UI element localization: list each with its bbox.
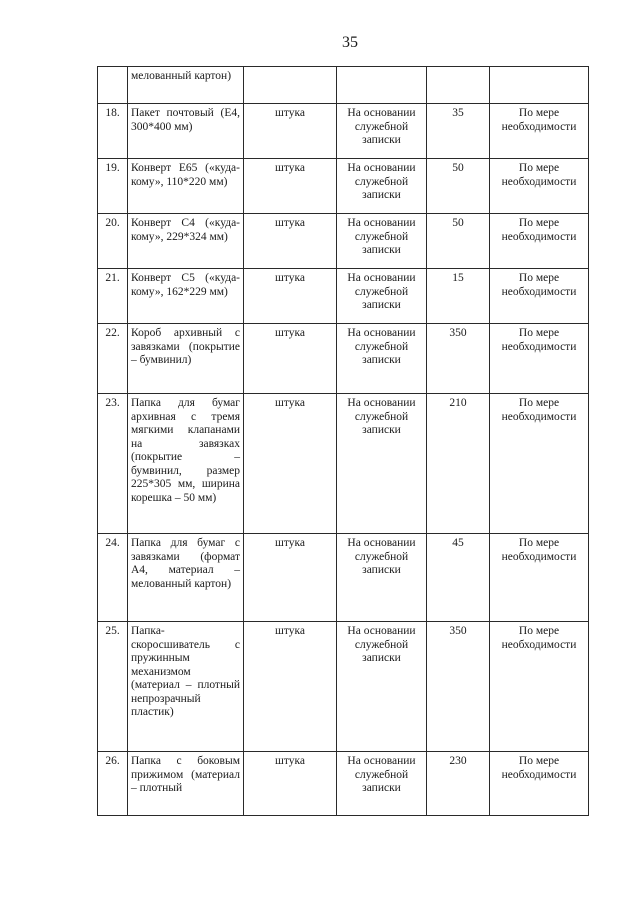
item-period: [490, 67, 589, 104]
table-row: [98, 104, 589, 159]
table-row: [98, 324, 589, 394]
table-row: [98, 394, 589, 534]
item-name: мелованный картон): [128, 67, 244, 104]
item-name: Папка для бумаг архивная с тремя мягкими клапанами на завязках (покрытие – бумвинил, размер 225*305 мм, ширина корешка – 50 мм): [128, 394, 244, 534]
row-number: 19.: [98, 159, 128, 214]
item-basis: На основании служебной записки: [337, 394, 427, 534]
row-number: 25.: [98, 622, 128, 752]
item-basis: На основании служебной записки: [337, 622, 427, 752]
table-row: [98, 67, 589, 104]
item-quantity: 15: [427, 269, 490, 324]
item-period: По мере необходимости: [490, 394, 589, 534]
item-unit: штука: [244, 394, 337, 534]
item-basis: На основании служебной записки: [337, 269, 427, 324]
item-unit: штука: [244, 622, 337, 752]
item-quantity: [427, 67, 490, 104]
item-name: Конверт С4 («куда-кому», 229*324 мм): [128, 214, 244, 269]
row-number: 24.: [98, 534, 128, 622]
item-unit: штука: [244, 104, 337, 159]
row-number: 21.: [98, 269, 128, 324]
page-number: 35: [342, 34, 358, 51]
item-basis: На основании служебной записки: [337, 214, 427, 269]
item-period: По мере необходимости: [490, 159, 589, 214]
item-basis: На основании служебной записки: [337, 534, 427, 622]
row-number: 22.: [98, 324, 128, 394]
item-period: По мере необходимости: [490, 324, 589, 394]
item-unit: штука: [244, 214, 337, 269]
table-row: [98, 752, 589, 816]
item-unit: штука: [244, 159, 337, 214]
item-unit: штука: [244, 269, 337, 324]
item-period: По мере необходимости: [490, 534, 589, 622]
row-number: 20.: [98, 214, 128, 269]
item-name: Конверт Е65 («куда-кому», 110*220 мм): [128, 159, 244, 214]
item-name: Папка-скоросшиватель с пружинным механизмом (материал – плотный непрозрачный пластик): [128, 622, 244, 752]
item-name: Папка с боковым прижимом (материал – плотный: [128, 752, 244, 816]
item-basis: На основании служебной записки: [337, 752, 427, 816]
supplies-table: [97, 66, 589, 816]
item-quantity: 45: [427, 534, 490, 622]
item-basis: [337, 67, 427, 104]
table-row: [98, 534, 589, 622]
item-name: Короб архивный с завязками (покрытие – бумвинил): [128, 324, 244, 394]
item-unit: штука: [244, 324, 337, 394]
item-unit: [244, 67, 337, 104]
item-period: По мере необходимости: [490, 269, 589, 324]
item-quantity: 50: [427, 214, 490, 269]
table-row: [98, 269, 589, 324]
item-quantity: 35: [427, 104, 490, 159]
item-name: Папка для бумаг с завязками (формат А4, материал – мелованный картон): [128, 534, 244, 622]
table-row: [98, 159, 589, 214]
row-number: 23.: [98, 394, 128, 534]
item-quantity: 50: [427, 159, 490, 214]
item-quantity: 350: [427, 324, 490, 394]
item-unit: штука: [244, 752, 337, 816]
row-number: [98, 67, 128, 104]
item-name: Пакет почтовый (Е4, 300*400 мм): [128, 104, 244, 159]
row-number: 18.: [98, 104, 128, 159]
row-number: 26.: [98, 752, 128, 816]
item-unit: штука: [244, 534, 337, 622]
item-period: По мере необходимости: [490, 104, 589, 159]
item-quantity: 230: [427, 752, 490, 816]
item-quantity: 350: [427, 622, 490, 752]
item-basis: На основании служебной записки: [337, 104, 427, 159]
table-row: [98, 214, 589, 269]
item-period: По мере необходимости: [490, 214, 589, 269]
item-basis: На основании служебной записки: [337, 159, 427, 214]
item-period: По мере необходимости: [490, 752, 589, 816]
item-quantity: 210: [427, 394, 490, 534]
item-basis: На основании служебной записки: [337, 324, 427, 394]
item-name: Конверт С5 («куда-кому», 162*229 мм): [128, 269, 244, 324]
item-period: По мере необходимости: [490, 622, 589, 752]
table-row: [98, 622, 589, 752]
